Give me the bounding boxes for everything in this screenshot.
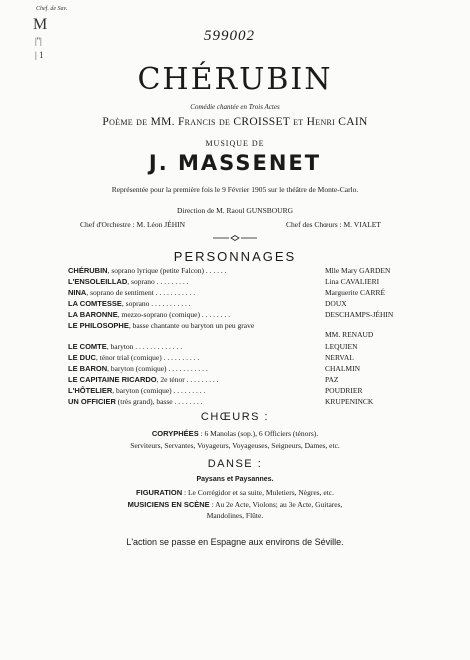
cast-singer: Marguerite CARRÉ [325,288,386,297]
cast-singer: POUDRIER [325,386,363,395]
figuration-text: : Le Corrégidor et sa suite, Muletiers, Nègres, etc. [182,488,334,497]
cast-role: NINA [68,288,87,297]
cast-singer: MM. RENAUD [325,330,374,339]
musiciens-line-2: Mandolines, Flûte. [206,511,264,520]
figuration-line [0,488,470,497]
cast-row [68,299,398,310]
choeurs-heading: CHŒURS : [200,411,270,423]
cast-singer: DOUX [325,299,347,308]
ornament-divider [213,235,257,241]
margin-mark: |''| [35,36,42,46]
cast-singer: PAZ [325,375,339,384]
cast-row [68,386,398,397]
cast-description: , 2e ténor . . . . . . . . . [156,375,219,384]
composer-name: J. MASSENET [148,151,322,175]
cast-role: LA BARONNE [68,310,118,319]
cast-role: CHÉRUBIN [68,266,108,275]
cast-row [68,321,428,339]
chorus-master-line: Chef des Chœurs : M. VIALET [286,220,381,229]
cast-role: L'ENSOLEILLAD [68,277,128,286]
cast-row [68,277,398,288]
cast-row [68,353,398,364]
cast-row [68,375,398,386]
cast-row [68,364,398,375]
cast-role: LE PHILOSOPHE [68,321,129,330]
danse-heading: DANSE : [207,458,263,470]
musiciens-label: MUSICIENS EN SCÈNE [127,500,210,509]
action-setting: L'action se passe en Espagne aux environs de Séville. [126,537,344,547]
cast-singer: Mlle Mary GARDEN [325,266,391,275]
cast-description: , basse chantante ou baryton un peu grave [128,321,255,330]
cast-row [68,342,398,353]
cast-singer: Lina CAVALIERI [325,277,380,286]
coryphees-text: : 6 Manolas (sop.), 6 Officiers (ténors). [198,429,319,438]
cast-singer: DESCHAMPS-JÉHIN [325,310,394,319]
margin-mark-2: | 1 [35,50,44,60]
cast-role: LE DUC [68,353,96,362]
coryphees-label: CORYPHÉES [151,429,199,438]
opera-subtitle: Comédie chantée en Trois Actes [190,103,280,111]
cast-singer: CHALMIN [325,364,360,373]
cast-description: , ténor trial (comique) . . . . . . . . . . [95,353,200,362]
musiciens-line [0,500,470,509]
cast-description: , baryton (comique) . . . . . . . . . . . [107,364,208,373]
cast-row [68,266,398,277]
personnages-heading: PERSONNAGES [173,249,297,264]
cast-row [68,397,398,408]
cast-role: L'HÔTELIER [68,386,113,395]
cast-role: LE BARON [68,364,108,373]
cast-role: LA COMTESSE [68,299,122,308]
musique-de: MUSIQUE DE [205,139,265,148]
cast-row [68,288,398,299]
musiciens-text: : Au 2e Acte, Violons; au 3e Acte, Guitares, [209,500,343,509]
danse-sub: Paysans et Paysannes. [196,476,274,483]
cast-singer: NERVAL [325,353,354,362]
cast-role: LE CAPITAINE RICARDO [68,375,157,384]
conductor-line: Chef d'Orchestre : M. Léon JÉHIN [80,220,186,229]
cast-singer: KRUPENINCK [325,397,374,406]
cast-role: UN OFFICIER [68,397,116,406]
margin-letter: M [33,16,48,33]
cast-description: , baryton . . . . . . . . . . . . . [106,342,183,351]
choeurs-line: Serviteurs, Servantes, Voyageurs, Voyageuses, Seigneurs, Dames, etc. [130,441,340,450]
catalog-stamp: 599002 [204,28,255,44]
cast-singer: LEQUIEN [325,342,358,351]
cast-description: , soprano lyrique (petite Falcon) . . . . . . [107,266,227,275]
cast-description: , soprano . . . . . . . . . . . [121,299,191,308]
librettists-line: Poème de MM. Francis de CROISSET et Henri CAIN [102,116,368,128]
coryphees-line [0,429,470,438]
direction-line: Direction de M. Raoul GUNSBOURG [176,206,294,215]
margin-note: Chef. de Sav. [36,6,68,12]
cast-role: LE COMTE [68,342,107,351]
cast-row [68,310,398,321]
cast-description: , mezzo-soprano (comique) . . . . . . . . [117,310,230,319]
figuration-label: FIGURATION [136,488,183,497]
cast-description: , baryton (comique) . . . . . . . . . [112,386,206,395]
premiere-line: Représentée pour la première fois le 9 Février 1905 sur le théâtre de Monte-Carlo. [111,185,359,194]
opera-title: CHÉRUBIN [137,62,333,97]
cast-description: (très grand), basse . . . . . . . . [115,397,203,406]
cast-description: , soprano de sentiment . . . . . . . . . . . [86,288,196,297]
cast-description: , soprano . . . . . . . . . [127,277,189,286]
